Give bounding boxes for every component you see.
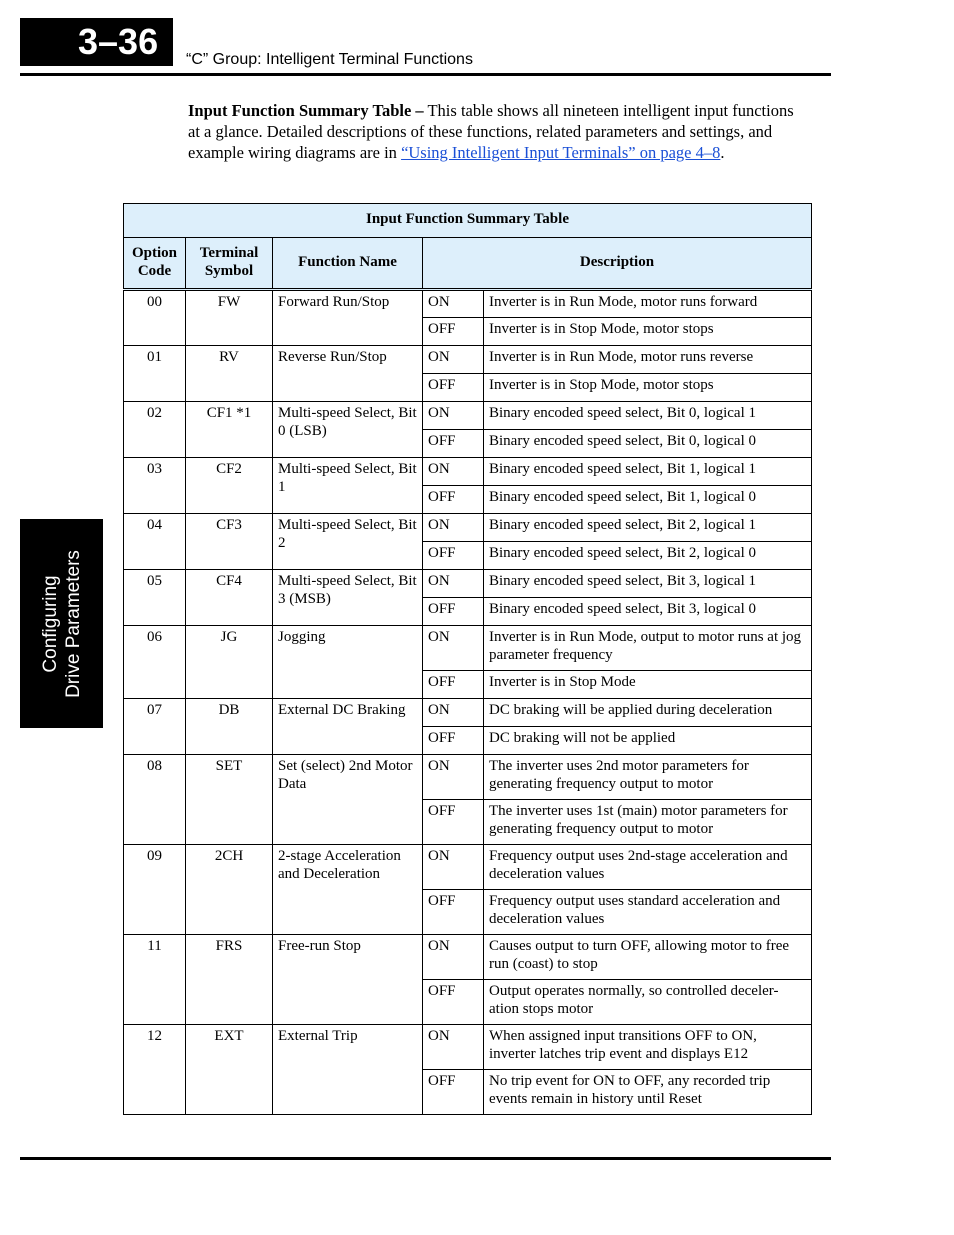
description-on-cell: Binary encoded speed select, Bit 2, logical 1 — [484, 514, 812, 542]
description-off-cell: Binary encoded speed select, Bit 0, logical 0 — [484, 430, 812, 458]
description-off-cell: Inverter is in Stop Mode, motor stops — [484, 318, 812, 346]
option-code-cell: 12 — [124, 1025, 186, 1115]
description-off-cell: Inverter is in Stop Mode, motor stops — [484, 374, 812, 402]
function-name-cell: 2-stage Acceleration and Deceleration — [273, 845, 423, 935]
state-off-cell: OFF — [423, 598, 484, 626]
state-off-cell: OFF — [423, 727, 484, 755]
option-code-cell: 04 — [124, 514, 186, 570]
table-row — [124, 290, 812, 318]
state-on-cell: ON — [423, 935, 484, 980]
terminal-symbol-cell: DB — [186, 699, 273, 755]
function-name-cell: Multi-speed Select, Bit 1 — [273, 458, 423, 514]
state-off-cell: OFF — [423, 542, 484, 570]
description-on-cell: Inverter is in Run Mode, motor runs reverse — [484, 346, 812, 374]
description-on-cell: Binary encoded speed select, Bit 1, logical 1 — [484, 458, 812, 486]
table-row — [124, 1025, 812, 1070]
state-off-cell: OFF — [423, 890, 484, 935]
option-code-cell: 06 — [124, 626, 186, 699]
state-off-cell: OFF — [423, 430, 484, 458]
table-body — [124, 290, 812, 1115]
side-tab-line2: Drive Parameters — [62, 549, 84, 698]
header-rule — [20, 73, 831, 76]
function-name-cell: Set (select) 2nd Motor Data — [273, 755, 423, 845]
header-option-code: Option Code — [124, 238, 186, 290]
state-on-cell: ON — [423, 699, 484, 727]
terminal-symbol-cell: CF2 — [186, 458, 273, 514]
table-row — [124, 458, 812, 486]
table-row — [124, 755, 812, 800]
header-function-name: Function Name — [273, 238, 423, 290]
state-on-cell: ON — [423, 346, 484, 374]
option-code-cell: 02 — [124, 402, 186, 458]
option-code-cell: 08 — [124, 755, 186, 845]
terminal-symbol-cell: CF3 — [186, 514, 273, 570]
side-tab-line1: Configuring — [39, 574, 61, 673]
description-off-cell: Binary encoded speed select, Bit 1, logical 0 — [484, 486, 812, 514]
option-code-cell: 05 — [124, 570, 186, 626]
option-code-cell: 07 — [124, 699, 186, 755]
description-off-cell: Inverter is in Stop Mode — [484, 671, 812, 699]
table-row — [124, 699, 812, 727]
function-name-cell: Jogging — [273, 626, 423, 699]
table-row — [124, 626, 812, 671]
state-off-cell: OFF — [423, 671, 484, 699]
terminal-symbol-cell: SET — [186, 755, 273, 845]
state-on-cell: ON — [423, 1025, 484, 1070]
intro-paragraph — [188, 100, 803, 163]
function-name-cell: External Trip — [273, 1025, 423, 1115]
function-name-cell: Multi-speed Select, Bit 0 (LSB) — [273, 402, 423, 458]
description-off-cell: Binary encoded speed select, Bit 3, logical 0 — [484, 598, 812, 626]
description-on-cell: Causes output to turn OFF, allowing motor to free run (coast) to stop — [484, 935, 812, 980]
description-on-cell: Frequency output uses 2nd-stage acceleration and deceleration values — [484, 845, 812, 890]
function-name-cell: Forward Run/Stop — [273, 290, 423, 346]
description-on-cell: Binary encoded speed select, Bit 0, logical 1 — [484, 402, 812, 430]
terminal-symbol-cell: JG — [186, 626, 273, 699]
footer-rule — [20, 1157, 831, 1160]
intro-lead: Input Function Summary Table – — [188, 101, 424, 120]
description-off-cell: The inverter uses 1st (main) motor parameters for generating frequency output to motor — [484, 800, 812, 845]
option-code-cell: 11 — [124, 935, 186, 1025]
intro-body: This table shows all nineteen intelligent input functions at a glance. Detailed descriptions of these functions, related parameters and settings, and example wiring diagrams are in — [188, 101, 794, 162]
function-name-cell: Multi-speed Select, Bit 2 — [273, 514, 423, 570]
function-name-cell: Multi-speed Select, Bit 3 (MSB) — [273, 570, 423, 626]
intro-link[interactable]: “Using Intelligent Input Terminals” on page 4–8 — [401, 143, 721, 162]
description-off-cell: Binary encoded speed select, Bit 2, logical 0 — [484, 542, 812, 570]
function-name-cell: External DC Braking — [273, 699, 423, 755]
terminal-symbol-cell: FW — [186, 290, 273, 346]
option-code-cell: 09 — [124, 845, 186, 935]
description-on-cell: Binary encoded speed select, Bit 3, logical 1 — [484, 570, 812, 598]
intro-tail: . — [720, 143, 725, 162]
state-off-cell: OFF — [423, 1070, 484, 1115]
section-title: “C” Group: Intelligent Terminal Functions — [186, 51, 473, 68]
table-row — [124, 935, 812, 980]
description-off-cell: DC braking will not be applied — [484, 727, 812, 755]
input-function-summary-table — [123, 203, 812, 1115]
state-on-cell: ON — [423, 290, 484, 318]
page-number: 3–36 — [20, 18, 173, 66]
side-tab — [20, 519, 103, 728]
terminal-symbol-cell: CF1 *1 — [186, 402, 273, 458]
table-row — [124, 570, 812, 598]
description-on-cell: Inverter is in Run Mode, output to motor runs at jog parameter frequency — [484, 626, 812, 671]
description-on-cell: When assigned input transitions OFF to ON, inverter latches trip event and displays E12 — [484, 1025, 812, 1070]
option-code-cell: 03 — [124, 458, 186, 514]
terminal-symbol-cell: FRS — [186, 935, 273, 1025]
table-row — [124, 845, 812, 890]
option-code-cell: 00 — [124, 290, 186, 346]
option-code-cell: 01 — [124, 346, 186, 402]
state-off-cell: OFF — [423, 318, 484, 346]
function-name-cell: Reverse Run/Stop — [273, 346, 423, 402]
state-on-cell: ON — [423, 755, 484, 800]
state-on-cell: ON — [423, 514, 484, 542]
state-on-cell: ON — [423, 402, 484, 430]
state-off-cell: OFF — [423, 980, 484, 1025]
description-on-cell: DC braking will be applied during deceleration — [484, 699, 812, 727]
header-description: Description — [423, 238, 812, 290]
terminal-symbol-cell: CF4 — [186, 570, 273, 626]
table-row — [124, 346, 812, 374]
state-on-cell: ON — [423, 570, 484, 598]
table-row — [124, 514, 812, 542]
state-on-cell: ON — [423, 845, 484, 890]
state-off-cell: OFF — [423, 374, 484, 402]
function-name-cell: Free-run Stop — [273, 935, 423, 1025]
state-off-cell: OFF — [423, 800, 484, 845]
terminal-symbol-cell: 2CH — [186, 845, 273, 935]
table-row — [124, 402, 812, 430]
description-off-cell: Frequency output uses standard acceleration and deceleration values — [484, 890, 812, 935]
state-on-cell: ON — [423, 458, 484, 486]
table-title: Input Function Summary Table — [124, 204, 812, 238]
terminal-symbol-cell: EXT — [186, 1025, 273, 1115]
state-on-cell: ON — [423, 626, 484, 671]
description-off-cell: No trip event for ON to OFF, any recorded trip events remain in history until Reset — [484, 1070, 812, 1115]
state-off-cell: OFF — [423, 486, 484, 514]
terminal-symbol-cell: RV — [186, 346, 273, 402]
description-on-cell: Inverter is in Run Mode, motor runs forward — [484, 290, 812, 318]
description-off-cell: Output operates normally, so controlled deceler-ation stops motor — [484, 980, 812, 1025]
description-on-cell: The inverter uses 2nd motor parameters for generating frequency output to motor — [484, 755, 812, 800]
side-tab-label — [39, 550, 85, 698]
header-terminal-symbol: Terminal Symbol — [186, 238, 273, 290]
